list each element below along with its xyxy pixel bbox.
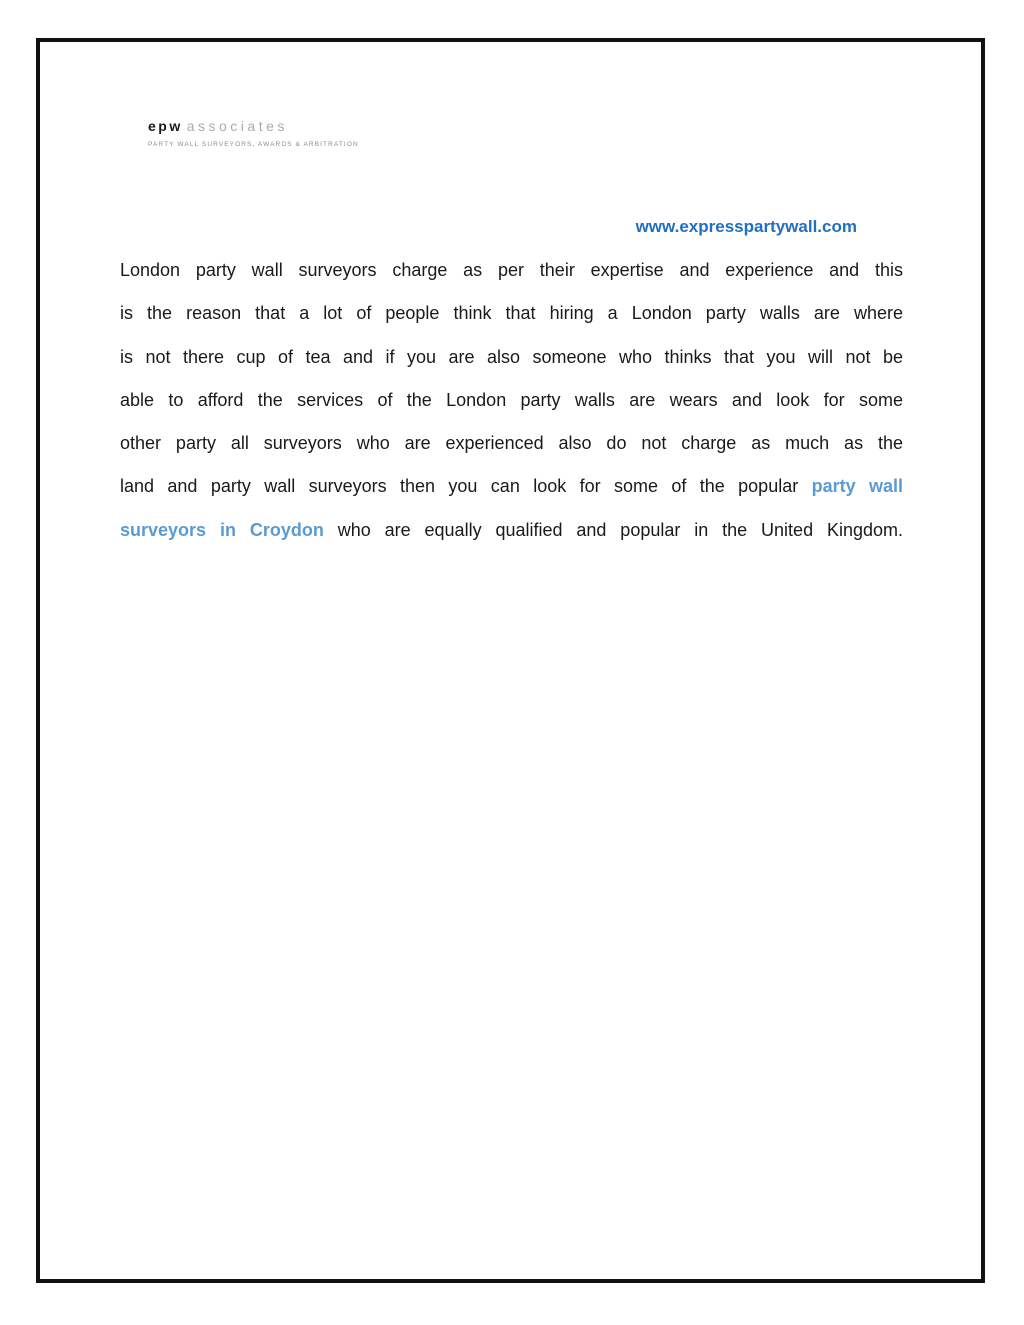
- paragraph-line: [120, 509, 903, 552]
- paragraph-text: able to afford the services of the London party walls are wears and look for some: [120, 389, 903, 410]
- paragraph-text: land and party wall surveyors then you can look for some of the popular: [120, 476, 812, 497]
- logo-name-bold: epw: [148, 118, 183, 134]
- body-paragraph: [120, 249, 903, 552]
- logo-name: [148, 118, 359, 136]
- page-border: [36, 38, 985, 1283]
- logo: [148, 118, 359, 148]
- paragraph-line: [120, 422, 903, 465]
- croydon-link[interactable]: surveyors in Croydon: [120, 519, 324, 540]
- paragraph-line: [120, 379, 903, 422]
- paragraph-text: other party all surveyors who are experienced also do not charge as much as the: [120, 433, 903, 454]
- paragraph-line: [120, 292, 903, 335]
- paragraph-text: London party wall surveyors charge as per their expertise and experience and this: [120, 260, 903, 280]
- paragraph-line: [120, 465, 903, 508]
- website-link[interactable]: www.expresspartywall.com: [635, 217, 857, 236]
- paragraph-line: [120, 336, 903, 379]
- paragraph-text: who are equally qualified and popular in the United Kingdom.: [323, 519, 903, 540]
- paragraph-line: [120, 249, 903, 292]
- logo-name-light: associates: [186, 118, 288, 134]
- paragraph-text: is the reason that a lot of people think that hiring a London party walls are where: [120, 303, 903, 324]
- croydon-link[interactable]: party wall: [811, 476, 903, 497]
- logo-tagline: PARTY WALL SURVEYORS, AWARDS & ARBITRATION: [148, 141, 359, 148]
- paragraph-text: is not there cup of tea and if you are also someone who thinks that you will not be: [120, 346, 903, 367]
- header-url-row: [40, 217, 857, 237]
